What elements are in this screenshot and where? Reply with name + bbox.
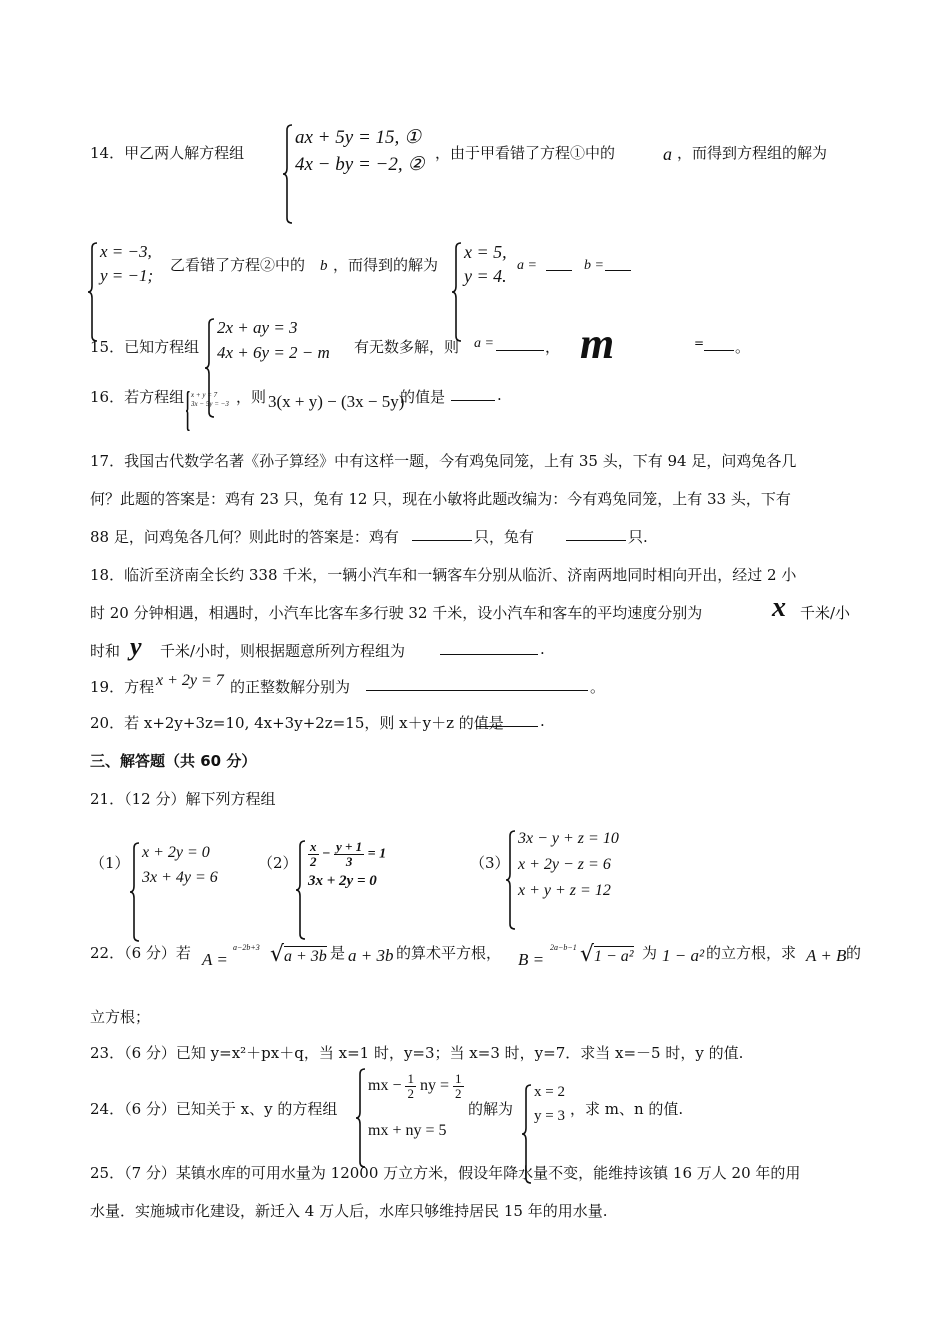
q16-suffix: 的值是 [400, 388, 446, 406]
left-brace-icon [88, 242, 98, 342]
q22-A-plus-B: A + B [806, 946, 847, 965]
q21-p3-eq1: 3x − y + z = 10 [518, 830, 619, 847]
q16-eq1: x + y = 7 [191, 391, 218, 399]
q21-part1-label: （1） [90, 854, 130, 872]
q15-comma: ， [545, 338, 561, 356]
radical-icon: √ [270, 942, 285, 967]
q14-text4: ，而得到的解为 [333, 256, 439, 274]
q14-sol1-x: x = −3, [100, 242, 152, 261]
q16-text: ，则 [236, 388, 267, 406]
q21-part2-system [296, 840, 446, 894]
q15-a-blank[interactable] [496, 336, 544, 351]
q16-equation-system [186, 391, 236, 409]
q22-B-index: 2a−b−1 [550, 943, 577, 952]
q21-p2-eq2: 3x + 2y = 0 [308, 873, 377, 889]
q19-eq: x + 2y = 7 [156, 672, 224, 689]
fraction: $\frac{1}{2}$ [407, 1071, 414, 1101]
q21-p1-eq2: 3x + 4y = 6 [142, 869, 218, 886]
q17-chicken-blank[interactable] [412, 526, 472, 541]
q16-blank[interactable] [451, 386, 495, 401]
q21-p2-eq1: $\frac{x}{2}$ − $\frac{y + 1}{3}$ = 1 [310, 839, 387, 869]
left-brace-icon [452, 242, 462, 342]
q24-equation-system [356, 1068, 476, 1148]
q14-sol1-y: y = −1; [100, 266, 154, 285]
q21-p3-eq3: x + y + z = 12 [518, 882, 611, 899]
q18-line1: 18．临沂至济南全长约 338 千米，一辆小汽车和一辆客车分别从临沂、济南两地同时相向开出，经过 2 小 [90, 566, 797, 584]
q15-m-blank[interactable] [704, 336, 734, 351]
q19-end: 。 [590, 678, 606, 696]
q14-sol2-x: x = 5, [464, 242, 507, 262]
question-23: 23．（6 分）已知 y=x²＋px＋q，当 x=1 时，y=3；当 x=3 时，y=7．求当 x=－5 时，y 的值. [90, 1044, 744, 1062]
q21-p3-eq2: x + 2y − z = 6 [518, 856, 611, 873]
q22-a-plus-3b: a + 3b [348, 946, 394, 965]
q25-line1: 25．（7 分）某镇水库的可用水量为 12000 万立方米，假设年降水量不变，能维持该镇 16 万人 20 年的用 [90, 1164, 801, 1182]
fraction: $\frac{1}{2}$ [455, 1071, 462, 1101]
q22-text3: 为 [642, 944, 658, 962]
q15-end: 。 [735, 338, 751, 356]
q24-text: 的解为 [468, 1100, 514, 1118]
q21-title: 21．（12 分）解下列方程组 [90, 790, 276, 808]
q21-part1-system [130, 842, 240, 892]
q18-var-y: y [130, 632, 142, 661]
q14-text2: ，而得到方程组的解为 [677, 144, 828, 162]
q20-blank[interactable] [476, 712, 538, 727]
q14-a-blank[interactable] [546, 256, 572, 271]
q14-var-b: b [320, 258, 328, 274]
q15-m-var: m [580, 319, 613, 368]
q19-blank[interactable] [366, 676, 588, 691]
q16-eq2: 3x − 5y = −3 [191, 400, 229, 408]
q14-solution1 [88, 242, 168, 288]
q14-b-blank[interactable] [605, 256, 631, 271]
q15-equation-system [205, 318, 355, 368]
section-3-heading: 三、解答题（共 60 分） [90, 752, 257, 770]
left-brace-icon [296, 840, 306, 940]
q14-text1: ，由于甲看错了方程①中的 [435, 144, 616, 162]
radical-icon: √ [580, 942, 595, 967]
q22-B-radicand: 1 − a² [594, 948, 634, 965]
q14-prefix: 14．甲乙两人解方程组 [90, 144, 245, 162]
q18-var-x: x [772, 592, 786, 623]
q16-end: . [497, 386, 502, 404]
q22-A: A = [202, 950, 228, 969]
q15-text: 有无数多解，则 [354, 338, 460, 356]
q21-part3-label: （3） [470, 854, 510, 872]
q24-eq2: mx + ny = 5 [368, 1122, 447, 1139]
q24-sol-y: y = 3 [534, 1108, 565, 1124]
q21-part3-system [506, 830, 636, 904]
q18-end: . [540, 640, 545, 658]
q17-line2: 何？此题的答案是：鸡有 23 只，兔有 12 只，现在小敏将此题改编为：今有鸡兔同笼，上有 33 头，下有 [90, 490, 791, 508]
q18-line3b: 千米/小时，则根据题意所列方程组为 [160, 642, 406, 660]
q22-text2: 的算术平方根， [396, 944, 502, 962]
q24-suffix: ，求 m、n 的值. [570, 1100, 684, 1118]
q17-line3b: 只，兔有 [474, 528, 535, 546]
q19-text: 的正整数解分别为 [230, 678, 351, 696]
q18-blank[interactable] [440, 640, 538, 655]
q25-line2: 水量．实施城市化建设，新迁入 4 万人后，水库只够维持居民 15 年的用水量. [90, 1202, 608, 1220]
q22-text5: 的 [846, 944, 862, 962]
q24-prefix: 24．（6 分）已知关于 x、y 的方程组 [90, 1100, 338, 1118]
left-brace-icon [130, 842, 140, 942]
q17-line3a: 88 足，问鸡兔各几何？则此时的答案是：鸡有 [90, 528, 399, 546]
q18-line2b: 千米/小 [800, 604, 851, 622]
q15-m-eq: = [694, 336, 705, 350]
q22-text1: 是 [330, 944, 346, 962]
q14-equation-system [283, 124, 433, 180]
q20-end: . [540, 712, 545, 730]
q17-line3c: 只. [628, 528, 648, 546]
q22-text4: 的立方根，求 [706, 944, 797, 962]
q24-sol-x: x = 2 [534, 1084, 565, 1100]
fraction: $\frac{x}{2}$ [310, 839, 317, 869]
q14-a-eq: a = [517, 258, 537, 273]
q15-eq1: 2x + ay = 3 [217, 318, 298, 337]
q22-one-minus: 1 − a² [662, 946, 705, 965]
q15-a-eq: a = [474, 336, 494, 351]
q16-prefix: 16．若方程组 [90, 388, 185, 406]
q14-solution2 [452, 242, 522, 290]
q14-var-a: a [663, 144, 672, 164]
left-brace-icon [283, 124, 293, 224]
left-brace-icon [506, 830, 516, 930]
q20-text: 20．若 x+2y+3z=10, 4x+3y+2z=15，则 x＋y＋z 的值是 [90, 714, 504, 732]
q17-line1: 17．我国古代数学名著《孙子算经》中有这样一题，今有鸡兔同笼，上有 35 头，下有 94 足，问鸡兔各几 [90, 452, 797, 470]
q19-prefix: 19．方程 [90, 678, 155, 696]
q15-eq2: 4x + 6y = 2 − m [217, 343, 330, 362]
q14-eq2: 4x − by = −2, ② [295, 154, 425, 175]
q18-line3a: 时和 [90, 642, 121, 660]
q17-rabbit-blank[interactable] [566, 526, 626, 541]
q14-eq1: ax + 5y = 15, ① [295, 127, 422, 148]
q22-B: B = [518, 950, 545, 969]
q21-part2-label: （2） [258, 854, 298, 872]
q14-b-eq: b = [584, 258, 604, 273]
q14-sol2-y: y = 4. [464, 266, 507, 286]
q22-A-index: a−2b+3 [233, 943, 260, 952]
q24-eq1: mx − $\frac{1}{2}$ ny = $\frac{1}{2}$ [368, 1071, 462, 1101]
q22-prefix: 22．（6 分）若 [90, 944, 191, 962]
q22-line2: 立方根； [90, 1008, 151, 1026]
left-brace-icon [356, 1068, 366, 1168]
fraction: $\frac{y + 1}{3}$ [335, 839, 363, 869]
q15-prefix: 15．已知方程组 [90, 338, 200, 356]
q14-text3: 乙看错了方程②中的 [170, 256, 306, 274]
q22-A-radicand: a + 3b [284, 948, 327, 965]
left-brace-icon [186, 391, 190, 431]
q21-p1-eq1: x + 2y = 0 [142, 844, 210, 861]
q16-expr: 3(x + y) − (3x − 5y) [268, 392, 405, 411]
q18-line2a: 时 20 分钟相遇，相遇时，小汽车比客车多行驶 32 千米，设小汽车和客车的平均速度分别为 [90, 604, 703, 622]
